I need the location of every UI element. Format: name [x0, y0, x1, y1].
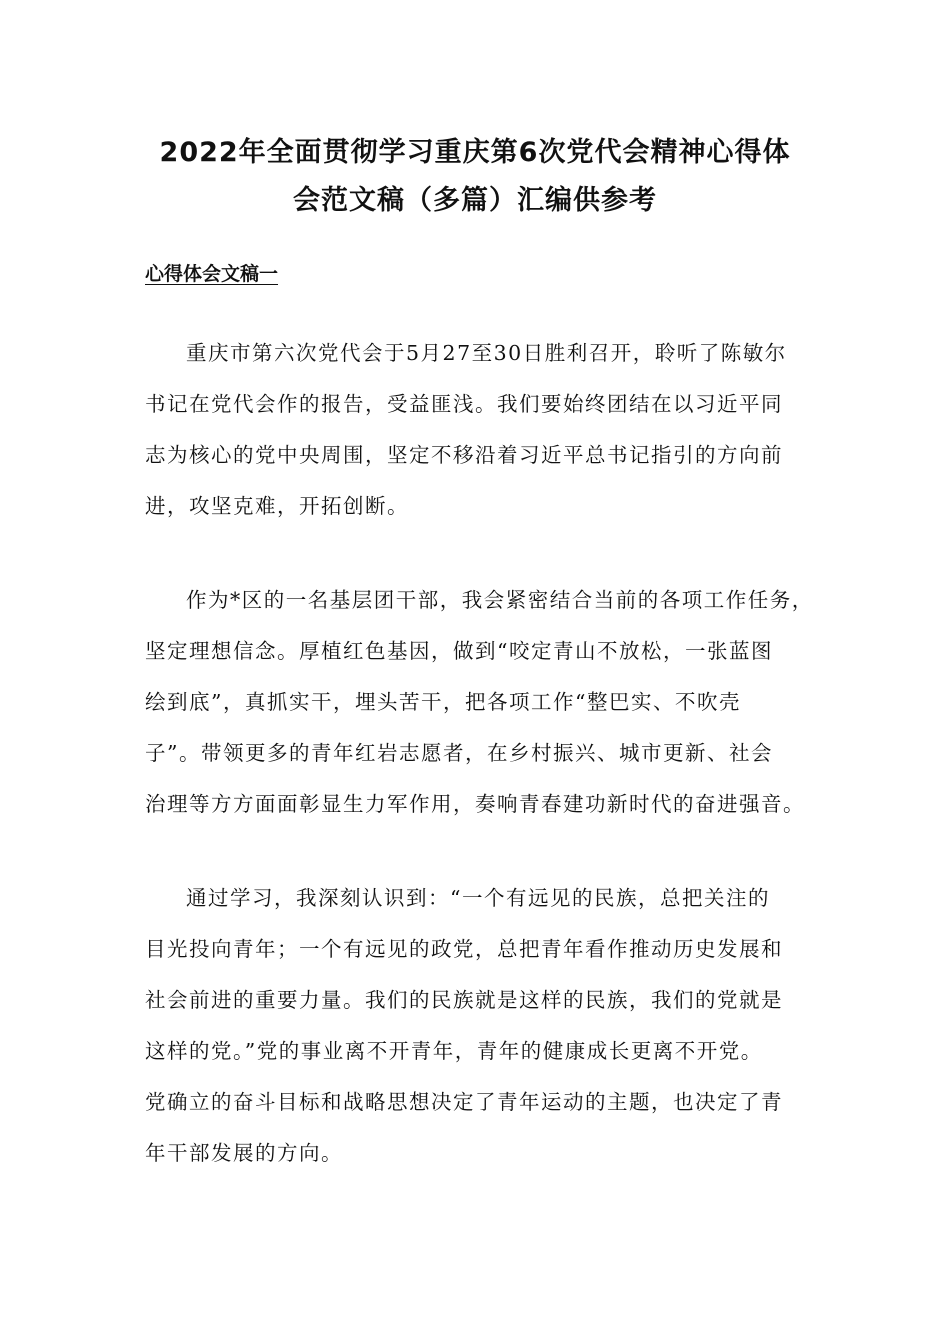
paragraph-3 [145, 873, 815, 1179]
paragraph-line: 这样的党。”党的事业离不开青年，青年的健康成长更离不开党。 [145, 1039, 763, 1063]
paragraph-line: 重庆市第六次党代会于5月27至30日胜利召开，聆听了陈敏尔 [186, 341, 787, 365]
paragraph-line: 目光投向青年；一个有远见的政党，总把青年看作推动历史发展和 [145, 937, 783, 961]
paragraph-line: 治理等方方面面彰显生力军作用，奏响青春建功新时代的奋进强音。 [145, 792, 805, 816]
paragraph-line: 坚定理想信念。厚植红色基因，做到“咬定青山不放松，一张蓝图 [145, 639, 773, 663]
document-title-line-2: 会范文稿（多篇）汇编供参考 [293, 185, 657, 216]
paragraph-line: 志为核心的党中央周围，坚定不移沿着习近平总书记指引的方向前 [145, 443, 783, 467]
document-title-line-1: 2022年全面贯彻学习重庆第6次党代会精神心得体 [159, 137, 791, 168]
paragraph-line: 进，攻坚克难，开拓创断。 [145, 494, 409, 518]
paragraph-line: 党确立的奋斗目标和战略思想决定了青年运动的主题，也决定了青 [145, 1090, 783, 1114]
paragraph-line: 绘到底”，真抓实干，埋头苦干，把各项工作“整巴实、不吹壳 [145, 690, 741, 714]
paragraph-line: 通过学习，我深刻认识到：“一个有远见的民族，总把关注的 [186, 886, 770, 910]
paragraph-2 [145, 575, 815, 830]
paragraph-line: 子”。带领更多的青年红岩志愿者，在乡村振兴、城市更新、社会 [145, 741, 773, 765]
paragraph-1 [145, 328, 815, 532]
paragraph-line: 社会前进的重要力量。我们的民族就是这样的民族，我们的党就是 [145, 988, 783, 1012]
paragraph-line: 作为*区的一名基层团干部，我会紧密结合当前的各项工作任务， [186, 588, 814, 612]
paragraph-line: 书记在党代会作的报告，受益匪浅。我们要始终团结在以习近平同 [145, 392, 783, 416]
paragraph-line: 年干部发展的方向。 [145, 1141, 343, 1165]
section-heading: 心得体会文稿一 [145, 263, 279, 285]
